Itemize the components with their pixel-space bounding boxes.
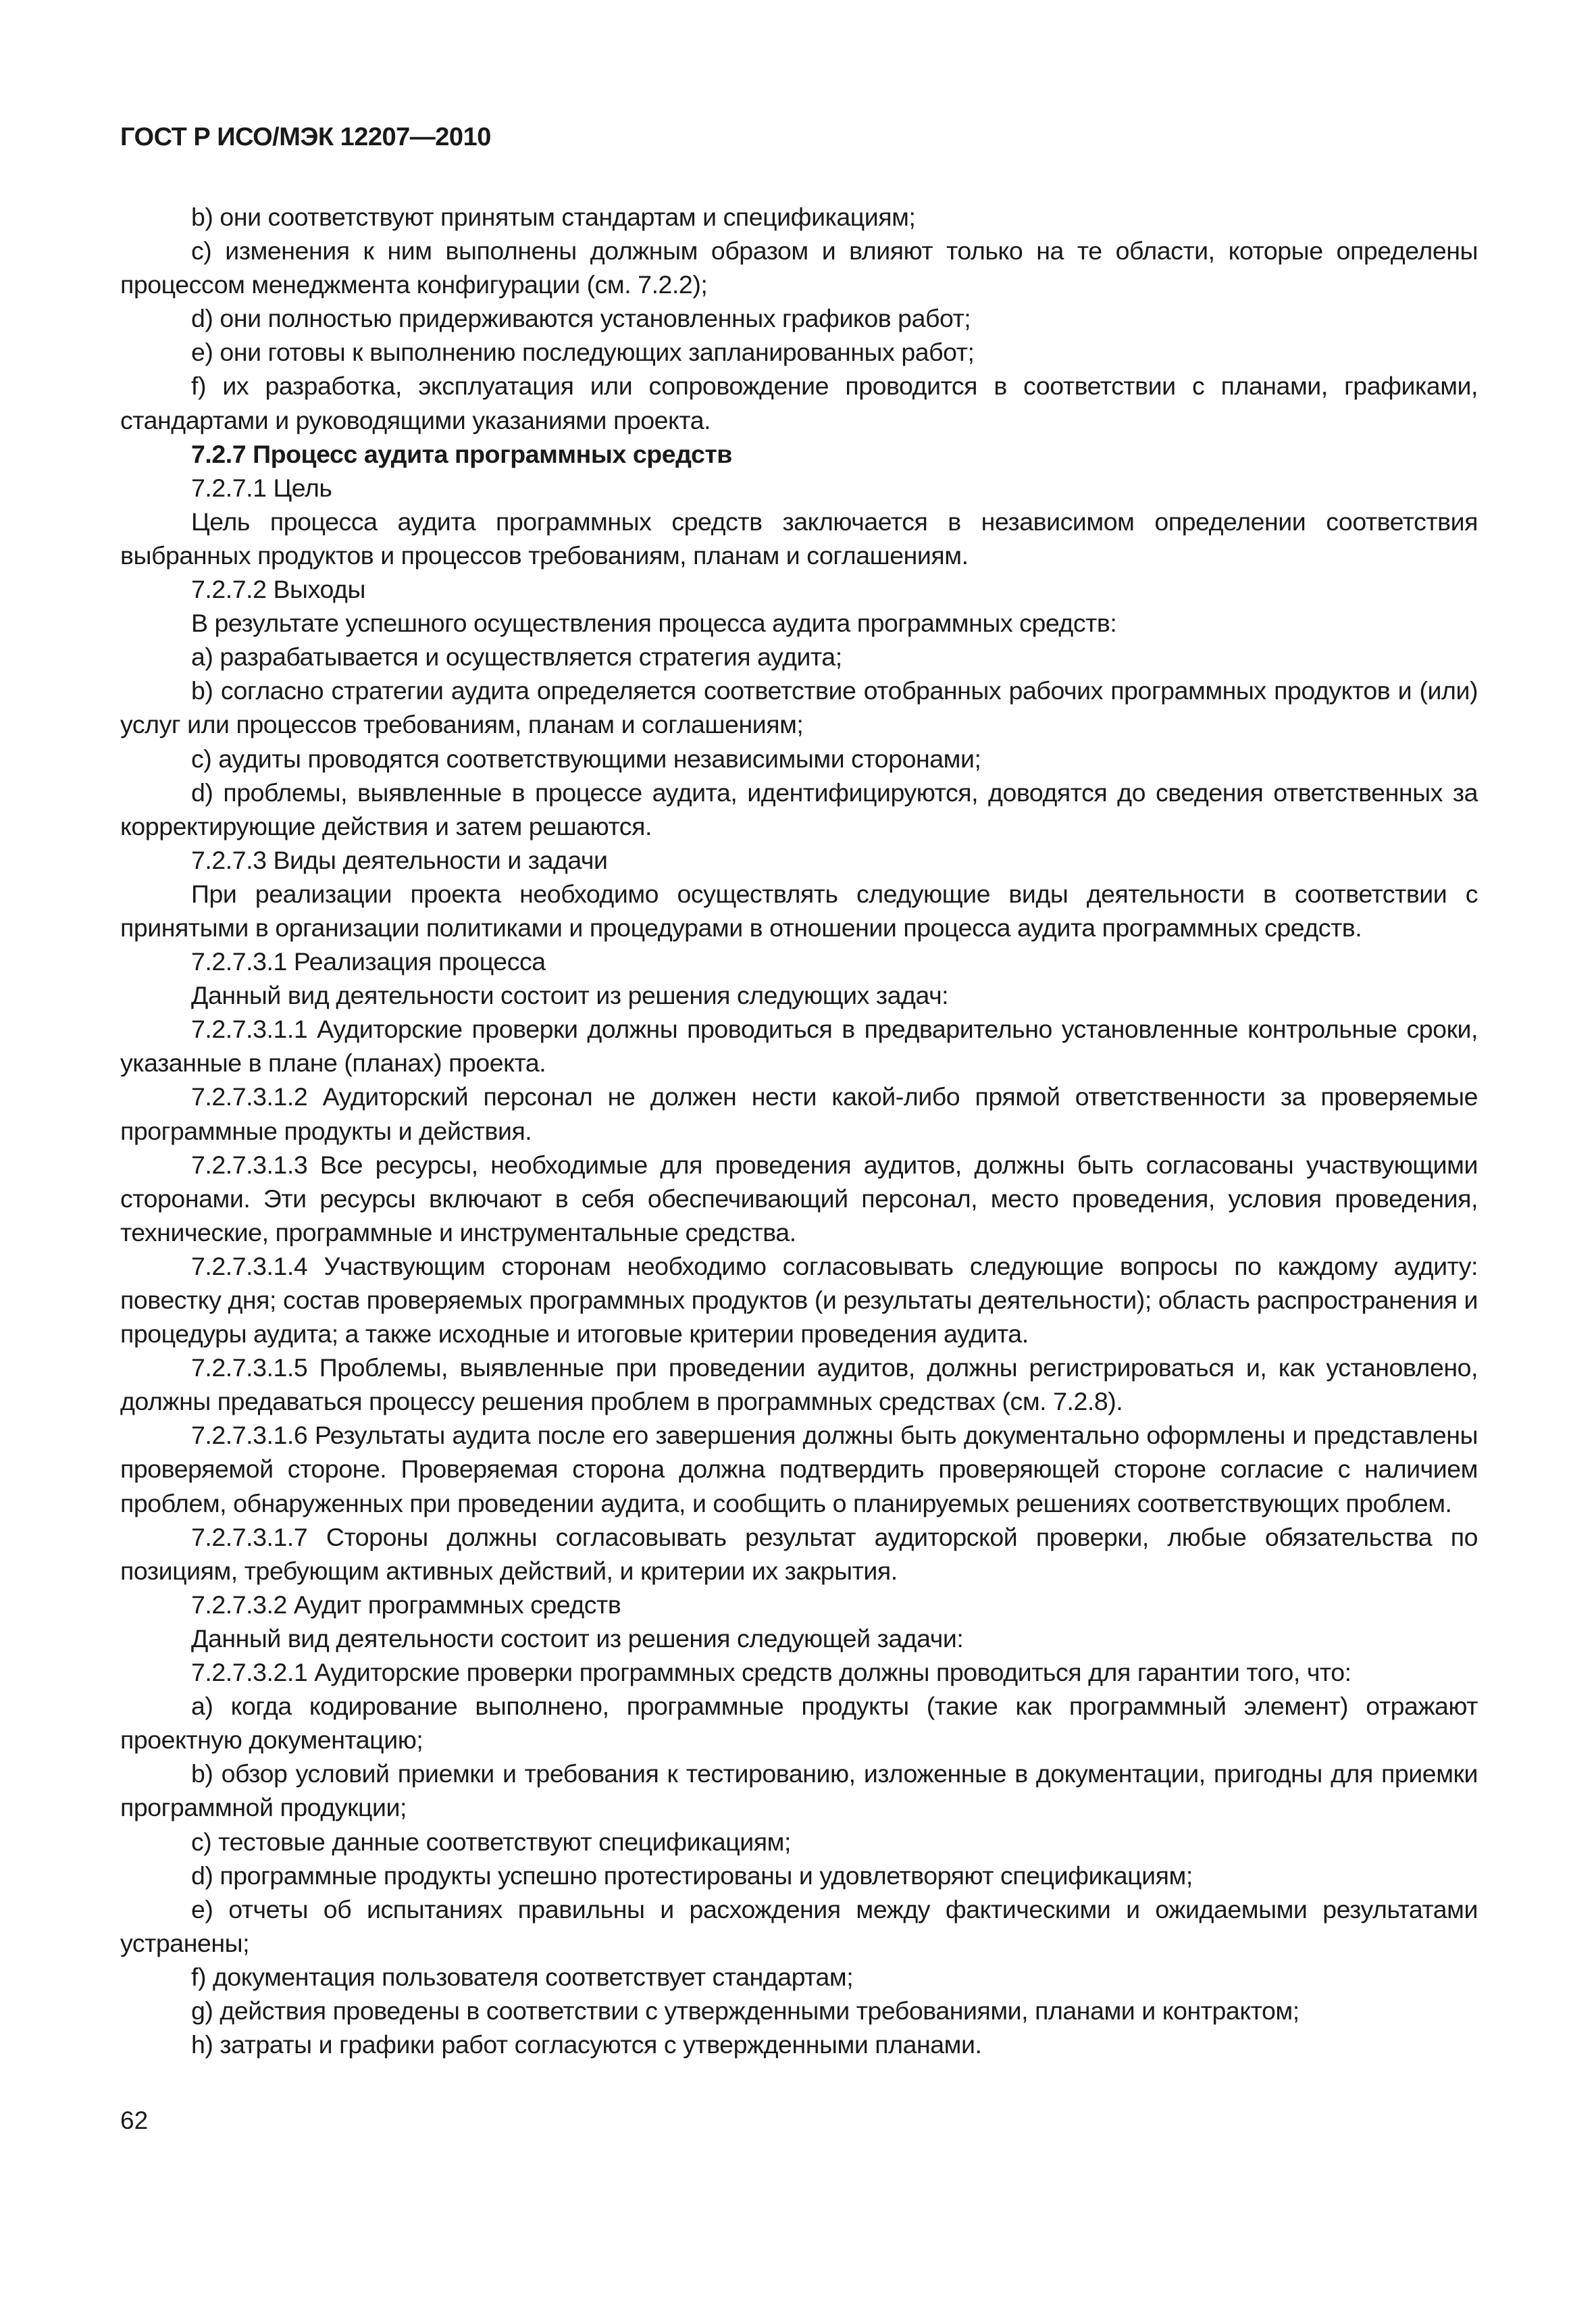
paragraph: 7.2.7.3.1.1 Аудиторские проверки должны проводиться в предварительно установленные контрольные сроки, указанные в плане (планах) проекта. <box>120 1015 1478 1078</box>
paragraph: 7.2.7.3.2.1 Аудиторские проверки программных средств должны проводиться для гарантии того, что: <box>191 1658 1352 1687</box>
paragraph: b) обзор условий приемки и требования к тестированию, изложенные в документации, пригодны для приемки программной продукции; <box>120 1759 1478 1822</box>
subsection-heading: 7.2.7.2 Выходы <box>191 575 365 604</box>
subsection-heading: 7.2.7.3.1 Реализация процесса <box>191 947 546 976</box>
paragraph: 7.2.7.3.1.5 Проблемы, выявленные при проведении аудитов, должны регистрироваться и, как установлено, должны предаваться процессу решения проблем в программных средствах (см. 7.2.8). <box>120 1353 1478 1416</box>
paragraph: f) их разработка, эксплуатация или сопровождение проводится в соответствии с планами, графиками, стандартами и руководящими указаниями проекта. <box>120 372 1478 434</box>
document-header: ГОСТ Р ИСО/МЭК 12207—2010 <box>120 123 491 151</box>
paragraph: a) когда кодирование выполнено, программные продукты (такие как программный элемент) отражают проектную документацию; <box>120 1692 1478 1755</box>
paragraph: c) тестовые данные соответствуют спецификациям; <box>191 1827 791 1856</box>
paragraph: f) документация пользователя соответствует стандартам; <box>191 1962 854 1991</box>
paragraph: b) они соответствуют принятым стандартам и спецификациям; <box>191 203 916 231</box>
section-heading: 7.2.7 Процесс аудита программных средств <box>191 439 732 468</box>
paragraph: 7.2.7.3.1.2 Аудиторский персонал не должен нести какой-либо прямой ответственности за проверяемые программные продукты и действия. <box>120 1082 1478 1145</box>
paragraph: Данный вид деятельности состоит из решения следующих задач: <box>191 981 949 1010</box>
subsection-heading: 7.2.7.3.2 Аудит программных средств <box>191 1590 621 1619</box>
paragraph: Данный вид деятельности состоит из решения следующей задачи: <box>191 1624 964 1653</box>
paragraph: В результате успешного осуществления процесса аудита программных средств: <box>191 609 1117 638</box>
paragraph: 7.2.7.3.1.3 Все ресурсы, необходимые для проведения аудитов, должны быть согласованы участвующими сторонами. Эти ресурсы включают в себя обеспечивающий персонал, место проведения, условия проведения, технические, программные и инструментальные средства. <box>120 1150 1478 1247</box>
paragraph: a) разрабатывается и осуществляется стратегия аудита; <box>191 643 842 672</box>
paragraph: e) они готовы к выполнению последующих запланированных работ; <box>191 338 975 367</box>
paragraph: d) они полностью придерживаются установленных графиков работ; <box>191 304 971 333</box>
paragraph: h) затраты и графики работ согласуются с утвержденными планами. <box>191 2030 982 2059</box>
paragraph: g) действия проведены в соответствии с утвержденными требованиями, планами и контрактом; <box>191 1996 1299 2025</box>
paragraph: c) аудиты проводятся соответствующими независимыми сторонами; <box>191 744 981 773</box>
paragraph: 7.2.7.3.1.7 Стороны должны согласовывать результат аудиторской проверки, любые обязательства по позициям, требующим активных действий, и критерии их закрытия. <box>120 1522 1478 1585</box>
page-number: 62 <box>120 2107 149 2134</box>
paragraph: c) изменения к ним выполнены должным образом и влияют только на те области, которые определены процессом менеджмента конфигурации (см. 7.2.2); <box>120 236 1478 299</box>
paragraph: Цель процесса аудита программных средств заключается в независимом определении соответствия выбранных продуктов и процессов требованиям, планам и соглашениям. <box>120 507 1478 570</box>
paragraph: 7.2.7.3.1.6 Результаты аудита после его завершения должны быть документально оформлены и представлены проверяемой стороне. Проверяемая сторона должна подтвердить проверяющей стороне согласие с наличием проблем, обнаруженных при проведении аудита, и сообщить о планируемых решениях соответствующих проблем. <box>120 1421 1478 1517</box>
paragraph: d) проблемы, выявленные в процессе аудита, идентифицируются, доводятся до сведения ответственных за корректирующие действия и затем решаются. <box>120 778 1478 840</box>
paragraph: При реализации проекта необходимо осуществлять следующие виды деятельности в соответствии с принятыми в организации политиками и процедурами в отношении процесса аудита программных средств. <box>120 879 1478 942</box>
document-body <box>120 200 1478 2061</box>
paragraph: e) отчеты об испытаниях правильны и расхождения между фактическими и ожидаемыми результатами устранены; <box>120 1894 1478 1957</box>
paragraph: d) программные продукты успешно протестированы и удовлетворяют спецификациям; <box>191 1861 1193 1890</box>
subsection-heading: 7.2.7.1 Цель <box>191 473 332 502</box>
paragraph: b) согласно стратегии аудита определяется соответствие отобранных рабочих программных продуктов и (или) услуг или процессов требованиям, планам и соглашениям; <box>120 676 1478 739</box>
subsection-heading: 7.2.7.3 Виды деятельности и задачи <box>191 845 608 874</box>
paragraph: 7.2.7.3.1.4 Участвующим сторонам необходимо согласовывать следующие вопросы по каждому аудиту: повестку дня; состав проверяемых программных продуктов (и результаты деятельности); область распространения и процедуры аудита; а также исходные и итоговые критерии проведения аудита. <box>120 1251 1478 1349</box>
